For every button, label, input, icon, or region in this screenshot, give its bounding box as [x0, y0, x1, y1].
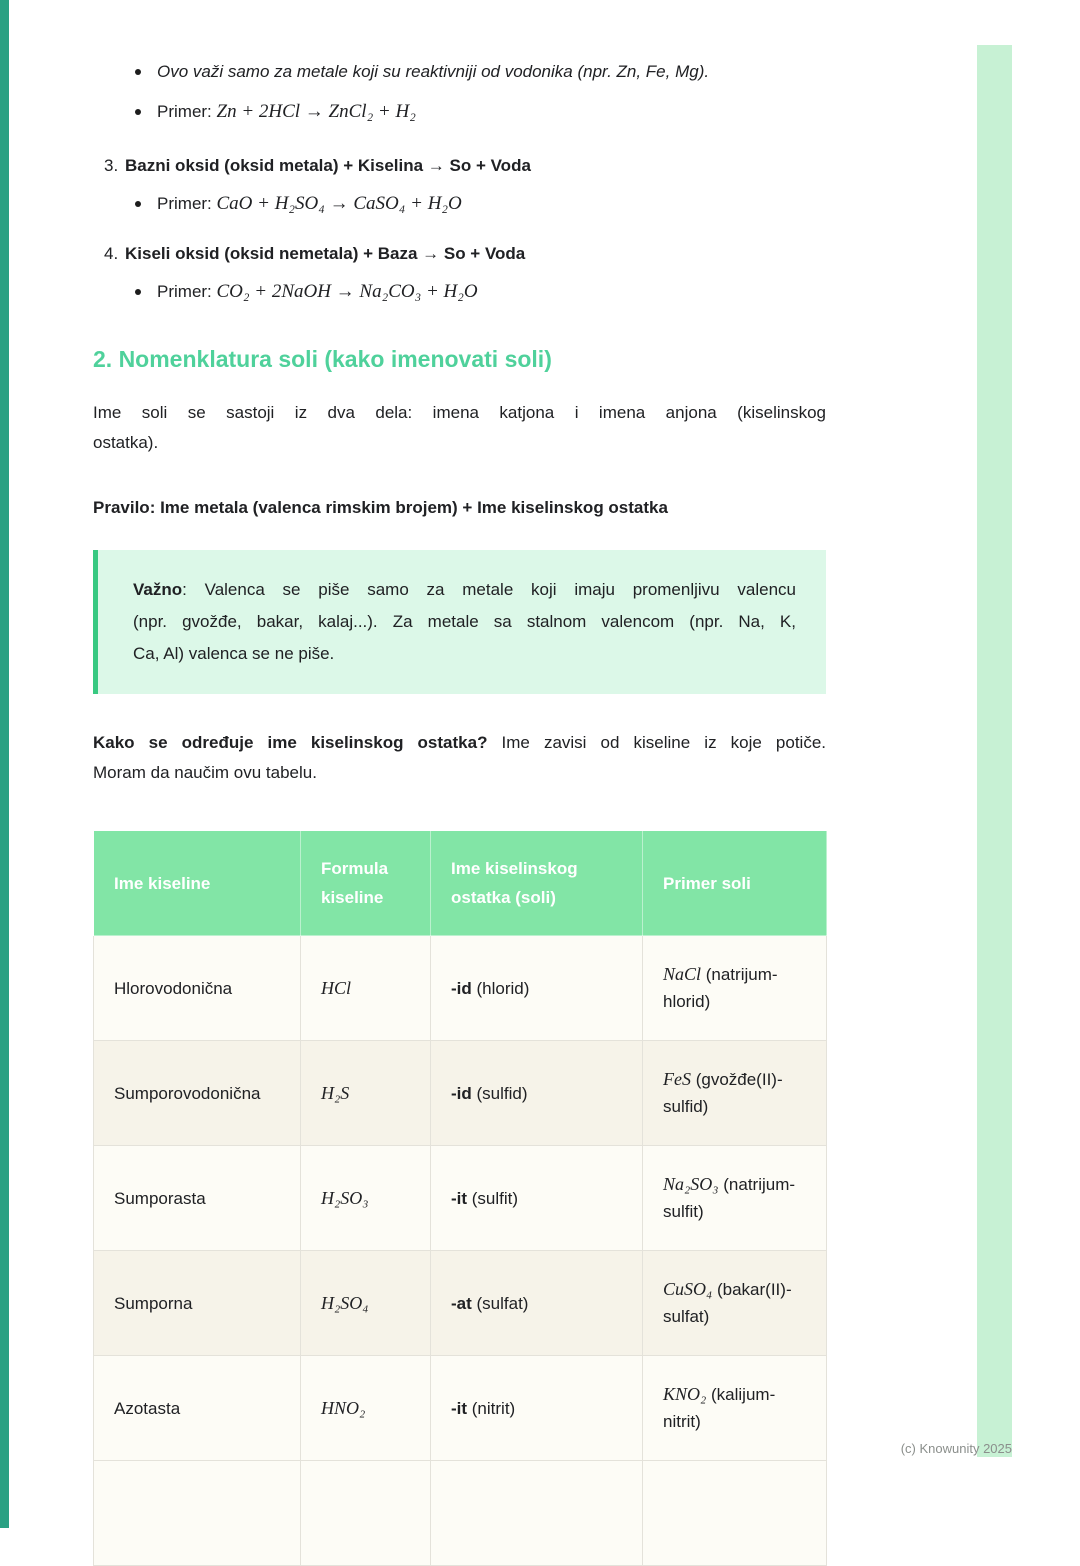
- acid-formula-cell: [301, 1041, 431, 1146]
- acid-formula-cell: [301, 1461, 431, 1566]
- salt-suffix-name: (sulfit): [467, 1188, 519, 1208]
- chemical-formula: H₂S: [321, 1082, 350, 1103]
- bullet-item: [93, 278, 826, 306]
- acid-table: [93, 830, 827, 1566]
- table-row: [94, 936, 827, 1041]
- bullet-text: [157, 190, 826, 218]
- bullet-text: [157, 278, 826, 306]
- question-rest-text: Ime zavisi od kiseline iz koje potiče.: [487, 733, 826, 752]
- callout-label: Važno: [133, 580, 183, 599]
- salt-example-name: (kalijum-nitrit): [663, 1385, 776, 1431]
- chemical-formula: CuSO₄: [663, 1279, 713, 1299]
- salt-suffix-cell: [431, 1251, 643, 1356]
- bullet-marker: [135, 69, 141, 75]
- rule-paragraph: Pravilo: Ime metala (valenca rimskim brojem) + Ime kiselinskog ostatka: [93, 498, 668, 517]
- salt-example-cell: [643, 1251, 827, 1356]
- acid-name-cell: Hlorovodonična: [94, 936, 301, 1041]
- acid-name-cell: Azotasta: [94, 1356, 301, 1461]
- column-header: Ime kiselinskog ostatka (soli): [431, 831, 643, 936]
- chemical-formula: HNO₂: [321, 1397, 366, 1418]
- salt-example-cell: [643, 1146, 827, 1251]
- table-row: [94, 1461, 827, 1566]
- callout-text: : Valenca se piše samo za metale koji imaju promenljivu valencu: [182, 580, 796, 599]
- salt-suffix-cell: [431, 1146, 643, 1251]
- bullet-text: Ovo važi samo za metale koji su reaktivniji od vodonika (npr. Zn, Fe, Mg).: [157, 62, 710, 81]
- salt-suffix-name: (hlorid): [471, 978, 530, 998]
- reaction-title: Kiseli oksid (oksid nemetala) + Baza → So + Voda: [125, 244, 526, 263]
- acid-formula-cell: [301, 1251, 431, 1356]
- question-line: Moram da naučim ovu tabelu.: [93, 763, 317, 782]
- salt-suffix: -id: [451, 1083, 472, 1103]
- salt-suffix-cell: [431, 1041, 643, 1146]
- chemical-formula: NaCl: [663, 964, 702, 984]
- table-header-row: [94, 831, 827, 936]
- numbered-item: [93, 152, 826, 218]
- salt-suffix-cell: [431, 1461, 643, 1566]
- salt-suffix-name: (nitrit): [467, 1398, 516, 1418]
- bullet-item: [93, 98, 826, 126]
- callout-line: [133, 574, 796, 606]
- acid-formula-cell: [301, 1146, 431, 1251]
- chemical-formula: HCl: [321, 977, 352, 998]
- reaction-title: Bazni oksid (oksid metala) + Kiselina → So + Voda: [125, 156, 531, 175]
- salt-suffix-name: (sulfid): [471, 1083, 528, 1103]
- question-paragraph: [93, 728, 826, 788]
- salt-example-cell: [643, 1461, 827, 1566]
- table-body-partial: [94, 1461, 827, 1566]
- primer-label: Primer:: [157, 282, 217, 301]
- paragraph: [93, 398, 826, 458]
- table-row: [94, 831, 827, 936]
- bullet-marker: [135, 289, 141, 295]
- callout-line: (npr. gvožđe, bakar, kalaj...). Za metale sa stalnom valencom (npr. Na, K,: [133, 612, 796, 631]
- numbered-item-title-line: [93, 240, 826, 268]
- salt-suffix-cell: [431, 1356, 643, 1461]
- salt-suffix: -id: [451, 978, 472, 998]
- acid-name-cell: Sumporna: [94, 1251, 301, 1356]
- bullet-marker: [135, 201, 141, 207]
- chemical-formula: Na₂SO₃: [663, 1174, 719, 1194]
- column-header: Formula kiseline: [301, 831, 431, 936]
- callout-box: [93, 550, 826, 694]
- salt-suffix: -at: [451, 1293, 472, 1313]
- acid-name-cell: Sumporasta: [94, 1146, 301, 1251]
- bullet-item: [93, 58, 826, 86]
- chemical-formula: FeS: [663, 1069, 691, 1089]
- left-accent-bar: [0, 0, 9, 1528]
- bullet-marker: [135, 109, 141, 115]
- chemical-formula: Zn + 2HCl → ZnCl₂ + H₂: [216, 101, 416, 122]
- list-number: 3.: [104, 156, 119, 175]
- column-header: Primer soli: [643, 831, 827, 936]
- acid-name-cell: Sumporovodonična: [94, 1041, 301, 1146]
- salt-suffix-name: (sulfat): [471, 1293, 529, 1313]
- bullet-text: [157, 98, 826, 126]
- chemical-formula: H₂SO₄: [321, 1292, 369, 1313]
- table-body: [94, 936, 827, 1461]
- table-row: [94, 1356, 827, 1461]
- numbered-item-title-line: [93, 152, 826, 180]
- salt-example-name: (natrijum-sulfit): [663, 1175, 796, 1221]
- salt-example-cell: [643, 1356, 827, 1461]
- acid-formula-cell: [301, 936, 431, 1041]
- salt-example-cell: [643, 936, 827, 1041]
- numbered-item: [93, 240, 826, 306]
- question-line: [93, 728, 826, 758]
- list-number: 4.: [104, 244, 119, 263]
- content-column: [93, 0, 826, 1566]
- table-row: [94, 1251, 827, 1356]
- salt-suffix-cell: [431, 936, 643, 1041]
- salt-example-name: (natrijum-hlorid): [663, 965, 778, 1011]
- salt-example-name: (bakar(II)-sulfat): [663, 1280, 792, 1326]
- chemical-formula: CaO + H₂SO₄ → CaSO₄ + H₂O: [216, 193, 462, 214]
- primer-label: Primer:: [157, 194, 217, 213]
- paragraph-line: Ime soli se sastoji iz dva dela: imena katjona i imena anjona (kiselinskog: [93, 403, 826, 422]
- chemical-formula: H₂SO₃: [321, 1187, 369, 1208]
- table-row: [94, 1146, 827, 1251]
- salt-suffix: -it: [451, 1398, 468, 1418]
- salt-example-cell: [643, 1041, 827, 1146]
- primer-label: Primer:: [157, 102, 217, 121]
- column-header: Ime kiseline: [94, 831, 301, 936]
- question-bold-text: Kako se određuje ime kiselinskog ostatka?: [93, 733, 488, 752]
- table-row: [94, 1041, 827, 1146]
- chemical-formula: KNO₂: [663, 1384, 707, 1404]
- salt-example-name: (gvožđe(II)-sulfid): [663, 1070, 783, 1116]
- acid-formula-cell: [301, 1356, 431, 1461]
- right-accent-bar: [977, 45, 1012, 1457]
- section-heading: 2. Nomenklatura soli (kako imenovati soli): [93, 346, 552, 372]
- chemical-formula: CO₂ + 2NaOH → Na₂CO₃ + H₂O: [216, 281, 478, 302]
- acid-name-cell: [94, 1461, 301, 1566]
- bullet-item: [93, 190, 826, 218]
- paragraph-line: ostatka).: [93, 433, 159, 452]
- salt-suffix: -it: [451, 1188, 468, 1208]
- copyright-note: (c) Knowunity 2025: [900, 1441, 1012, 1456]
- callout-line: Ca, Al) valenca se ne piše.: [133, 644, 335, 663]
